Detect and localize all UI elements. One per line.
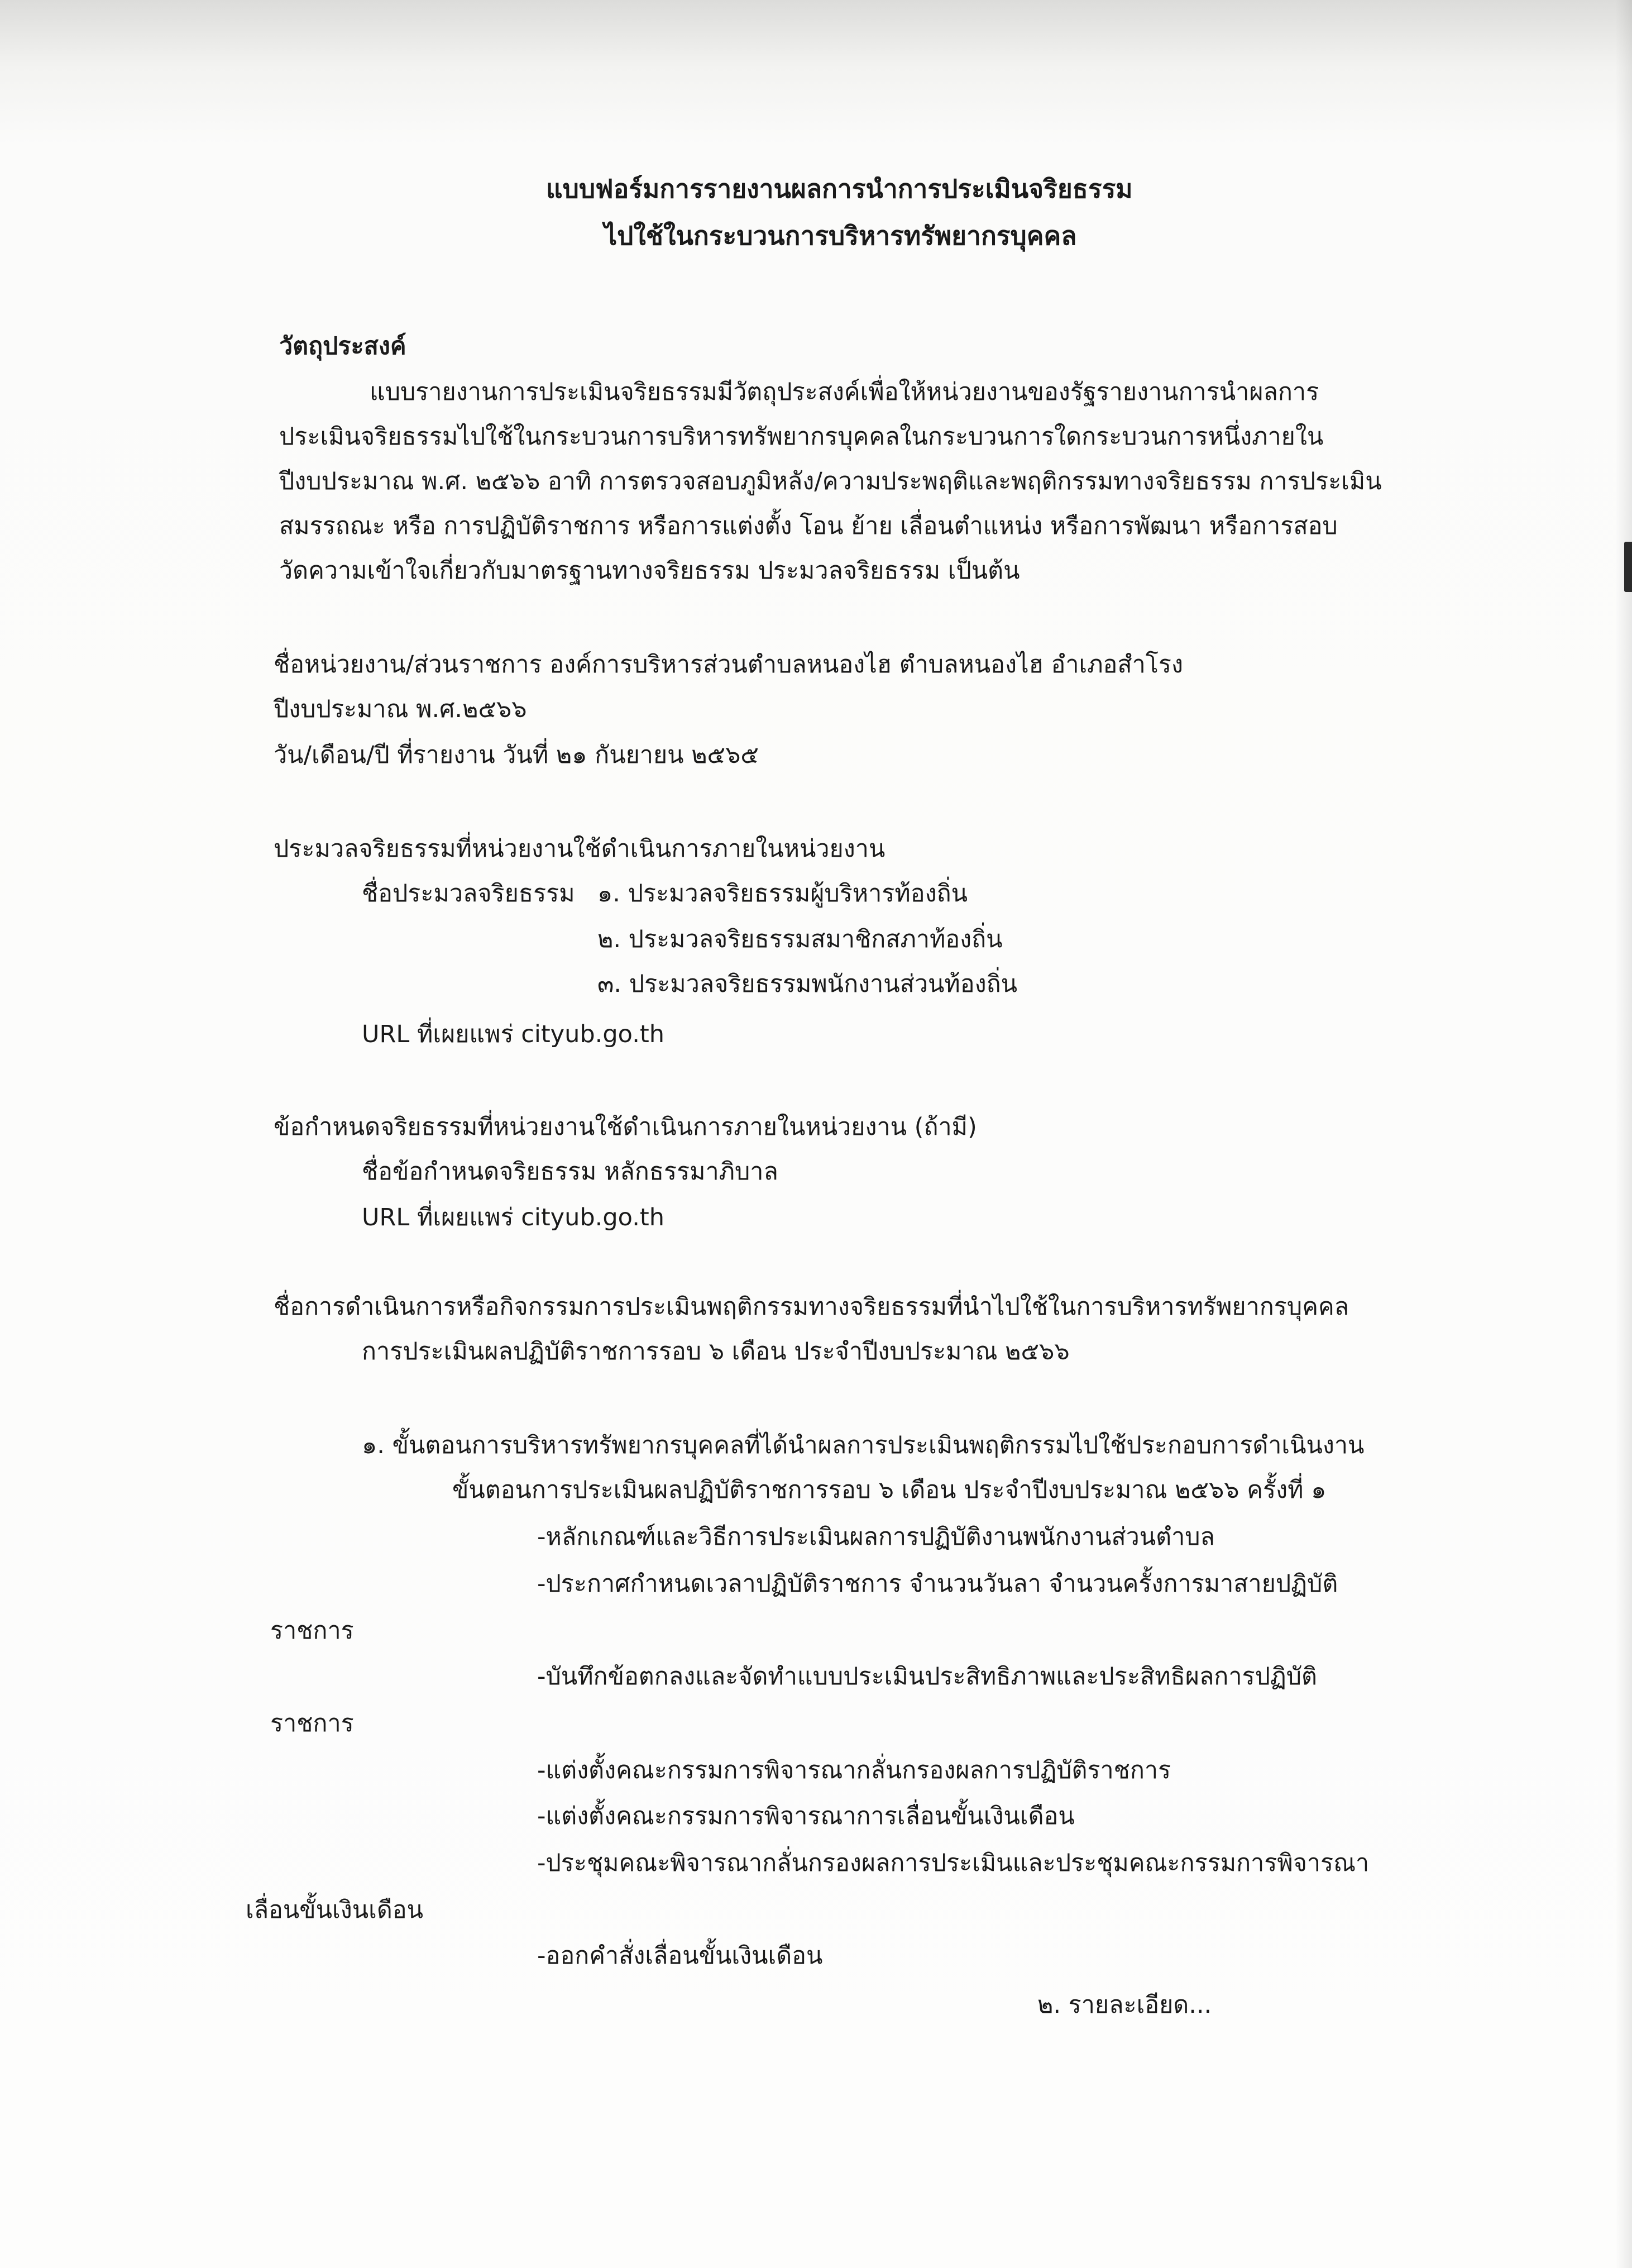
rule-url-line: URL ที่เผยแพร่ cityub.go.th — [362, 1204, 664, 1231]
title-line-2: ไปใช้ในกระบวนการบริหารทรัพยากรบุคคล — [604, 221, 1077, 251]
activity-heading: ชื่อการดำเนินการหรือกิจกรรมการประเมินพฤติกรรมทางจริยธรรมที่นำไปใช้ในการบริหารทรัพยากรบุคคล — [274, 1293, 1349, 1321]
bullet-criteria: -หลักเกณฑ์และวิธีการประเมินผลการปฏิบัติงานพนักงานส่วนตำบล — [537, 1523, 1215, 1551]
bullet-work-hours: -ประกาศกำหนดเวลาปฏิบัติราชการ จำนวนวันลา จำนวนครั้งการมาสายปฏิบัติ — [537, 1570, 1338, 1598]
binder-clip-mark — [1624, 542, 1632, 592]
objective-line-3: ปีงบประมาณ พ.ศ. ๒๕๖๖ อาทิ การตรวจสอบภูมิหลัง/ความประพฤติและพฤติกรรมทางจริยธรรม การประเมิน — [279, 467, 1382, 495]
bullet-salary-order: -ออกคำสั่งเลื่อนขั้นเงินเดือน — [537, 1942, 823, 1970]
objective-line-2: ประเมินจริยธรรมไปใช้ในกระบวนการบริหารทรัพยากรบุคคลในกระบวนการใดกระบวนการหนึ่งภายใน — [279, 423, 1324, 451]
bullet-screening-committee: -แต่งตั้งคณะกรรมการพิจารณากลั่นกรองผลการปฏิบัติราชการ — [537, 1756, 1171, 1784]
step1-line-1: ๑. ขั้นตอนการบริหารทรัพยากรบุคคลที่ได้นำผลการประเมินพฤติกรรมไปใช้ประกอบการดำเนินงาน — [362, 1431, 1365, 1459]
page-edge-shadow — [1615, 0, 1632, 2268]
activity-name: การประเมินผลปฏิบัติราชการรอบ ๖ เดือน ประจำปีงบประมาณ ๒๕๖๖ — [362, 1338, 1070, 1365]
bullet-work-hours-cont: ราชการ — [270, 1617, 354, 1645]
bullet-meeting-cont: เลื่อนขั้นเงินเดือน — [246, 1896, 423, 1924]
objective-line-5: วัดความเข้าใจเกี่ยวกับมาตรฐานทางจริยธรรม ประมวลจริยธรรม เป็นต้น — [279, 557, 1020, 585]
code-url-line: URL ที่เผยแพร่ cityub.go.th — [362, 1020, 664, 1048]
code-item-2: ๒. ประมวลจริยธรรมสมาชิกสภาท้องถิ่น — [597, 925, 1003, 953]
continued-marker: ๒. รายละเอียด... — [1037, 1991, 1212, 2019]
step1-line-2: ขั้นตอนการประเมินผลปฏิบัติราชการรอบ ๖ เดือน ประจำปีงบประมาณ ๒๕๖๖ ครั้งที่ ๑ — [452, 1476, 1327, 1504]
code-item-1: ๑. ประมวลจริยธรรมผู้บริหารท้องถิ่น — [597, 880, 968, 908]
report-date-line: วัน/เดือน/ปี ที่รายงาน วันที่ ๒๑ กันยายน ๒๕๖๕ — [274, 741, 759, 769]
bullet-salary-committee: -แต่งตั้งคณะกรรมการพิจารณาการเลื่อนขั้นเงินเดือน — [537, 1802, 1075, 1830]
agency-line: ชื่อหน่วยงาน/ส่วนราชการ องค์การบริหารส่วนตำบลหนองไฮ ตำบลหนองไฮ อำเภอสำโรง — [274, 651, 1183, 679]
objective-line-4: สมรรถณะ หรือ การปฏิบัติราชการ หรือการแต่งตั้ง โอน ย้าย เลื่อนตำแหน่ง หรือการพัฒนา หรือการสอบ — [279, 512, 1338, 540]
code-heading: ประมวลจริยธรรมที่หน่วยงานใช้ดำเนินการภายในหน่วยงาน — [274, 835, 886, 863]
bullet-agreement: -บันทึกข้อตกลงและจัดทำแบบประเมินประสิทธิภาพและประสิทธิผลการปฏิบัติ — [537, 1663, 1317, 1691]
rule-heading: ข้อกำหนดจริยธรรมที่หน่วยงานใช้ดำเนินการภายในหน่วยงาน (ถ้ามี) — [274, 1113, 977, 1141]
code-item-3: ๓. ประมวลจริยธรรมพนักงานส่วนท้องถิ่น — [597, 970, 1018, 998]
rule-name-line: ชื่อข้อกำหนดจริยธรรม หลักธรรมาภิบาล — [362, 1158, 778, 1186]
bullet-agreement-cont: ราชการ — [270, 1710, 354, 1737]
objective-line-1: แบบรายงานการประเมินจริยธรรมมีวัตถุประสงค์เพื่อให้หน่วยงานของรัฐรายงานการนำผลการ — [370, 378, 1319, 406]
title-line-1: แบบฟอร์มการรายงานผลการนำการประเมินจริยธรรม — [546, 174, 1133, 204]
code-name-label: ชื่อประมวลจริยธรรม — [362, 880, 575, 908]
objective-heading: วัตถุประสงค์ — [279, 332, 406, 360]
fiscal-year-line: ปีงบประมาณ พ.ศ.๒๕๖๖ — [274, 695, 527, 723]
bullet-meeting: -ประชุมคณะพิจารณากลั่นกรองผลการประเมินและประชุมคณะกรรมการพิจารณา — [537, 1849, 1370, 1877]
